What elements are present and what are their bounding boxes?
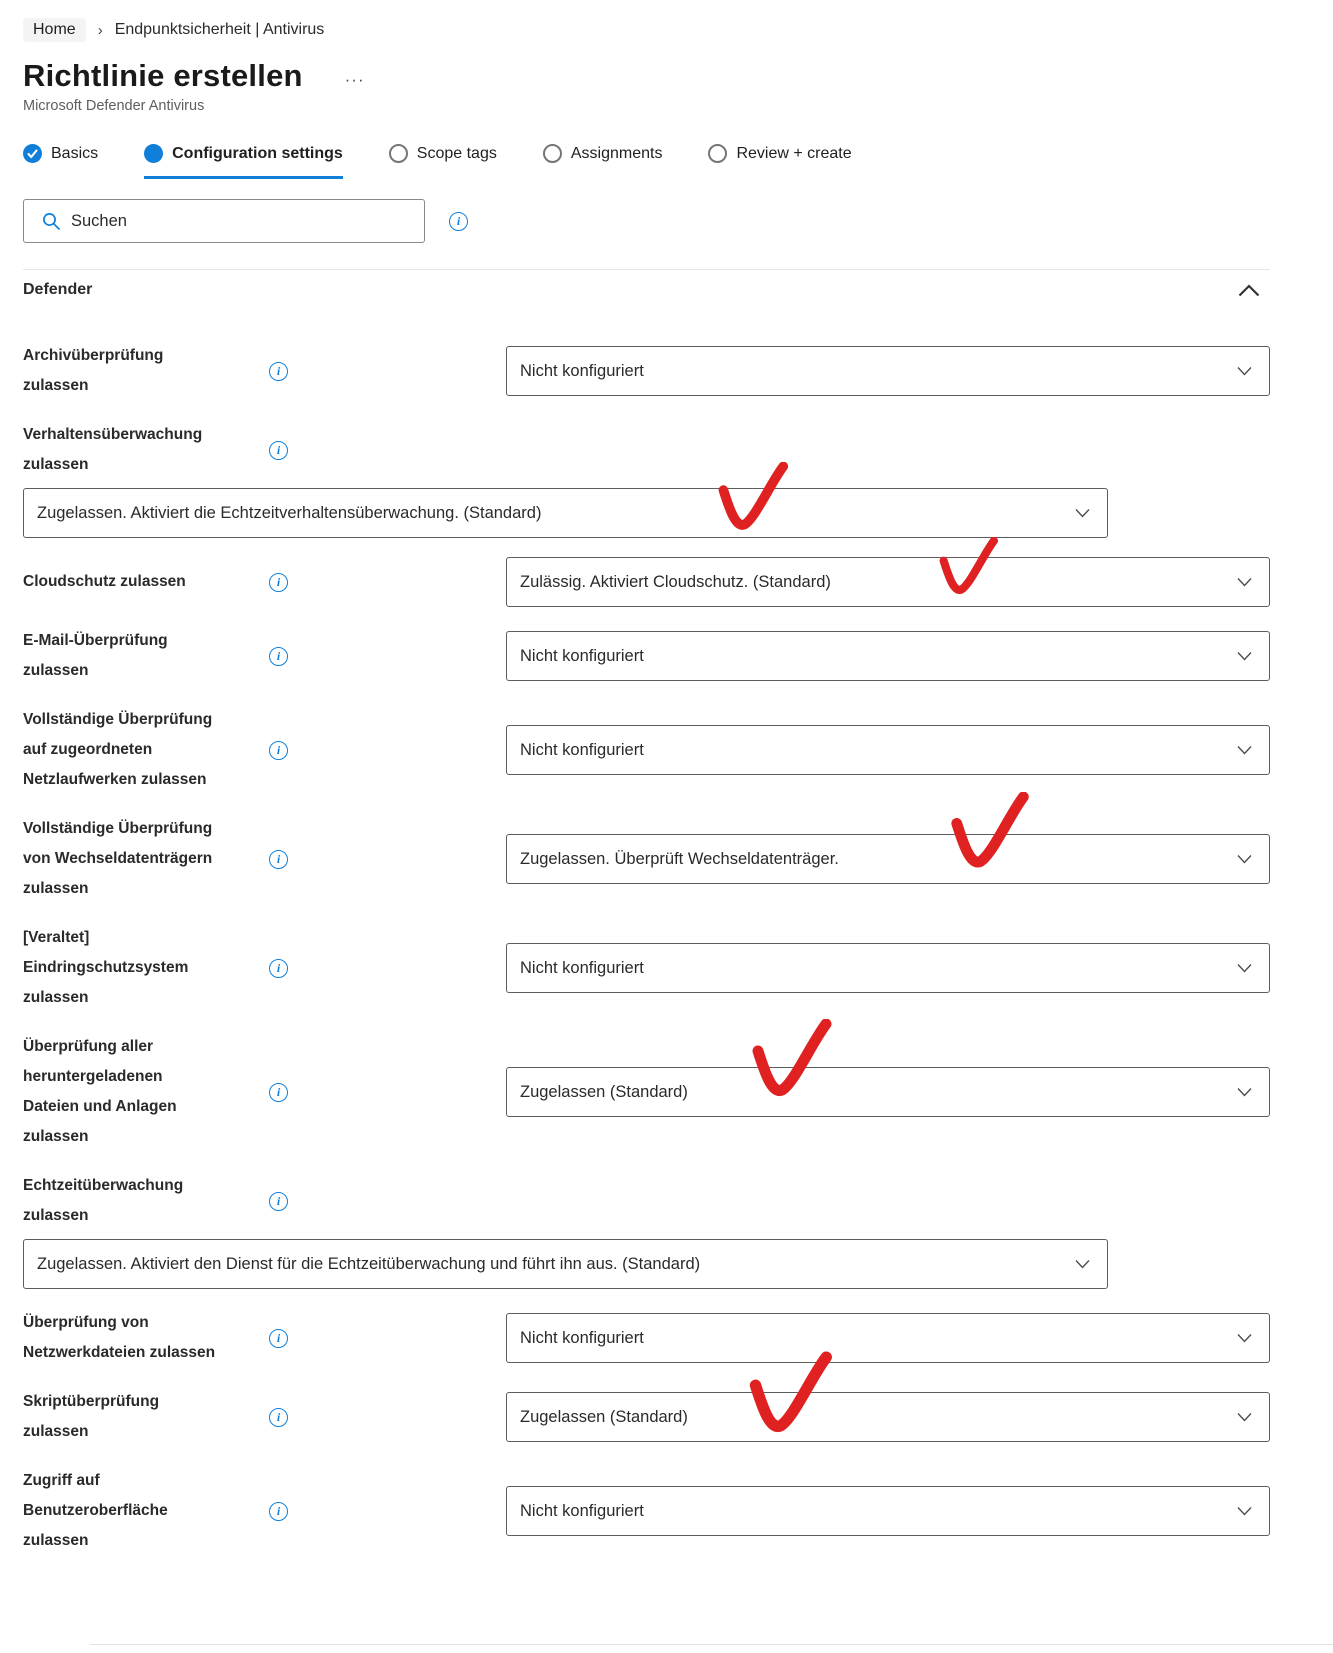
dropdown-value: Nicht konfiguriert: [520, 740, 644, 759]
dropdown-value: Zulässig. Aktiviert Cloudschutz. (Standard): [520, 572, 831, 591]
info-icon[interactable]: i: [269, 362, 288, 381]
setting-row: [23, 420, 1270, 538]
chevron-down-icon: [1237, 963, 1252, 973]
breadcrumb-separator-icon: ›: [97, 21, 103, 39]
breadcrumb-home-link[interactable]: Home: [23, 18, 86, 42]
search-info-icon[interactable]: i: [449, 212, 468, 231]
info-icon[interactable]: i: [269, 1083, 288, 1102]
setting-dropdown[interactable]: [23, 488, 1108, 538]
setting-dropdown[interactable]: [506, 725, 1270, 775]
info-icon[interactable]: i: [269, 647, 288, 666]
overflow-menu-icon[interactable]: ···: [344, 70, 365, 89]
tab-label: Scope tags: [416, 144, 497, 162]
chevron-down-icon: [1237, 651, 1252, 661]
setting-dropdown[interactable]: [506, 1486, 1270, 1536]
info-icon[interactable]: i: [269, 959, 288, 978]
info-icon[interactable]: i: [269, 1502, 288, 1521]
setting-row: [23, 705, 1270, 795]
section-header-defender[interactable]: [23, 279, 1270, 299]
setting-row: [23, 1387, 1270, 1447]
dropdown-value: Nicht konfiguriert: [520, 1328, 644, 1347]
chevron-down-icon: [1237, 1087, 1252, 1097]
tab-state-icon: [389, 144, 408, 163]
info-icon[interactable]: i: [269, 741, 288, 760]
dropdown-value: Zugelassen. Überprüft Wechseldatenträger.: [520, 849, 839, 868]
setting-dropdown[interactable]: [506, 1313, 1270, 1363]
page-subtitle: Microsoft Defender Antivirus: [23, 98, 205, 114]
tab-label: Configuration settings: [172, 144, 343, 162]
setting-row: [23, 814, 1270, 904]
dropdown-value: Zugelassen. Aktiviert die Echtzeitverhaltensüberwachung. (Standard): [37, 503, 542, 522]
setting-dropdown[interactable]: [506, 346, 1270, 396]
chevron-down-icon: [1237, 1412, 1252, 1422]
dropdown-value: Nicht konfiguriert: [520, 361, 644, 380]
dropdown-value: Zugelassen. Aktiviert den Dienst für die Echtzeitüberwachung und führt ihn aus. (Standard): [37, 1254, 701, 1273]
setting-dropdown[interactable]: [506, 1392, 1270, 1442]
section-title: Defender: [23, 281, 93, 298]
setting-label: Cloudschutz zulassen: [23, 573, 186, 590]
dropdown-value: Zugelassen (Standard): [520, 1407, 688, 1426]
setting-label: Echtzeitüberwachung zulassen: [23, 1177, 184, 1224]
tab-label: Basics: [51, 144, 99, 162]
search-icon: [42, 212, 61, 231]
setting-label: Skriptüberprüfung zulassen: [23, 1393, 160, 1440]
setting-row: [23, 557, 1270, 607]
settings-list: [23, 341, 1270, 1556]
setting-label: Archivüberprüfung zulassen: [23, 347, 164, 394]
setting-label: Überprüfung von Netzwerkdateien zulassen: [23, 1314, 216, 1361]
setting-label: [Veraltet] Eindringschutzsystem zulassen: [23, 929, 189, 1006]
setting-label: Vollständige Überprüfung von Wechseldatenträgern zulassen: [23, 820, 213, 897]
dropdown-value: Zugelassen (Standard): [520, 1082, 688, 1101]
setting-dropdown[interactable]: [506, 943, 1270, 993]
info-icon[interactable]: i: [269, 573, 288, 592]
breadcrumb: [23, 18, 1270, 42]
setting-row: [23, 923, 1270, 1013]
setting-row: [23, 626, 1270, 686]
divider: [23, 269, 1270, 270]
chevron-down-icon: [1075, 508, 1090, 518]
info-icon[interactable]: i: [269, 1192, 288, 1211]
search-input[interactable]: [71, 212, 414, 231]
chevron-down-icon: [1075, 1259, 1090, 1269]
setting-label: Verhaltensüberwachung zulassen: [23, 426, 203, 473]
info-icon[interactable]: i: [269, 1329, 288, 1348]
tab-scope-tags[interactable]: [389, 144, 497, 179]
chevron-down-icon: [1237, 366, 1252, 376]
setting-dropdown[interactable]: [506, 631, 1270, 681]
setting-row: [23, 341, 1270, 401]
setting-label: Zugriff auf Benutzeroberfläche zulassen: [23, 1472, 168, 1549]
setting-row: [23, 1466, 1270, 1556]
tab-state-icon: [543, 144, 562, 163]
setting-dropdown[interactable]: [506, 557, 1270, 607]
dropdown-value: Nicht konfiguriert: [520, 1501, 644, 1520]
breadcrumb-current: Endpunktsicherheit | Antivirus: [114, 21, 325, 38]
tab-assignments[interactable]: [543, 144, 663, 179]
tab-review-create[interactable]: [708, 144, 851, 179]
chevron-up-icon[interactable]: [1238, 284, 1260, 297]
info-icon[interactable]: i: [269, 441, 288, 460]
setting-label: Vollständige Überprüfung auf zugeordneten Netzlaufwerken zulassen: [23, 711, 213, 788]
tab-label: Assignments: [570, 144, 663, 162]
dropdown-value: Nicht konfiguriert: [520, 958, 644, 977]
setting-label: Überprüfung aller heruntergeladenen Dateien und Anlagen zulassen: [23, 1038, 177, 1145]
tab-state-icon: [23, 144, 42, 163]
tab-label: Review + create: [736, 144, 852, 162]
setting-dropdown[interactable]: [23, 1239, 1108, 1289]
setting-row: [23, 1032, 1270, 1152]
setting-label: E-Mail-Überprüfung zulassen: [23, 632, 168, 679]
setting-row: [23, 1171, 1270, 1289]
checkmark-icon: [27, 149, 38, 159]
dropdown-value: Nicht konfiguriert: [520, 646, 644, 665]
setting-dropdown[interactable]: [506, 834, 1270, 884]
page-title: Richtlinie erstellen: [23, 58, 303, 93]
setting-row: [23, 1308, 1270, 1368]
chevron-down-icon: [1237, 1506, 1252, 1516]
info-icon[interactable]: i: [269, 850, 288, 869]
chevron-down-icon: [1237, 745, 1252, 755]
tab-state-icon: [708, 144, 727, 163]
info-icon[interactable]: i: [269, 1408, 288, 1427]
tab-state-icon: [144, 144, 163, 163]
tab-configuration-settings[interactable]: [144, 144, 343, 179]
search-box[interactable]: [23, 199, 425, 243]
bottom-divider: [90, 1644, 1333, 1645]
chevron-down-icon: [1237, 854, 1252, 864]
tabs: [23, 144, 1270, 179]
tab-basics[interactable]: [23, 144, 98, 179]
setting-dropdown[interactable]: [506, 1067, 1270, 1117]
chevron-down-icon: [1237, 1333, 1252, 1343]
chevron-down-icon: [1237, 577, 1252, 587]
